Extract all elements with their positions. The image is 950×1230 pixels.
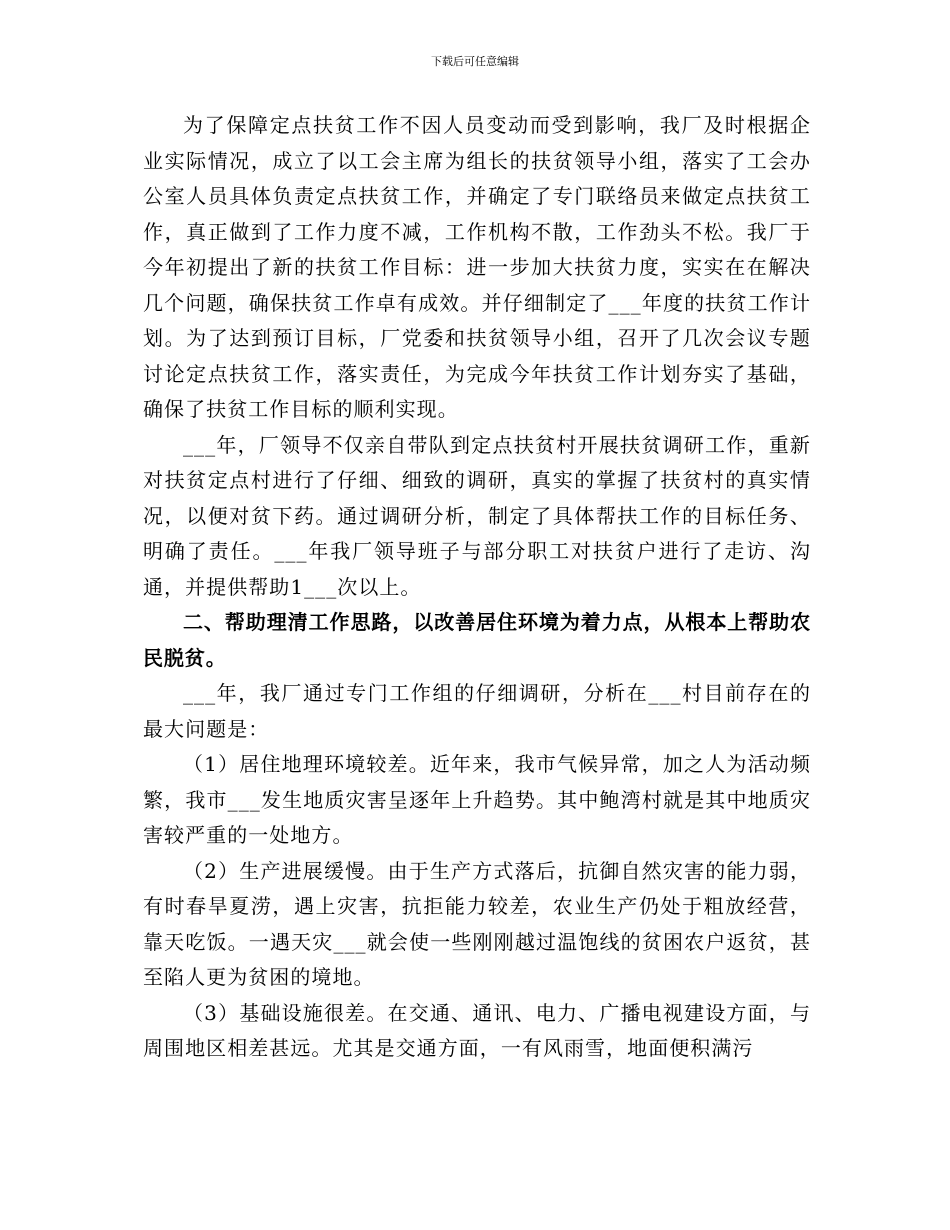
- section-heading-2: 二、帮助理清工作思路，以改善居住环境为着力点，从根本上帮助农民脱贫。: [143, 610, 811, 670]
- paragraph-leadership-group: 为了保障定点扶贫工作不因人员变动而受到影响，我厂及时根据企业实际情况，成立了以工会主席为组长的扶贫领导小组，落实了工会办公室人员具体负责定点扶贫工作，并确定了专门联络员来做定点扶贫工作，真正做到了工作力度不减，工作机构不散，工作劲头不松。我厂于今年初提出了新的扶贫工作目标：进一步加大扶贫力度，实实在在解决几个问题，确保扶贫工作卓有成效。并仔细制定了___年度的扶贫工作计划。为了达到预订目标，厂党委和扶贫领导小组，召开了几次会议专题讨论定点扶贫工作，落实责任，为完成今年扶贫工作计划夯实了基础，确保了扶贫工作目标的顺利实现。: [143, 113, 811, 421]
- paragraph-field-research: ___年，厂领导不仅亲自带队到定点扶贫村开展扶贫调研工作，重新对扶贫定点村进行了仔细、细致的调研，真实的掌握了扶贫村的真实情况，以便对贫下药。通过调研分析，制定了具体帮扶工作的目标任务、明确了责任。___年我厂领导班子与部分职工对扶贫户进行了走访、沟通，并提供帮助1___次以上。: [143, 432, 811, 599]
- document-body: [143, 108, 811, 1067]
- page-header: 下载后可任意编辑: [431, 55, 519, 68]
- paragraph-problem-1: （1）居住地理环境较差。近年来，我市气候异常，加之人为活动频繁，我市___发生地质灾害呈逐年上升趋势。其中鲍湾村就是其中地质灾害较严重的一处地方。: [143, 752, 811, 847]
- paragraph-problem-2: （2）生产进展缓慢。由于生产方式落后，抗御自然灾害的能力弱，有时春旱夏涝，遇上灾害，抗拒能力较差，农业生产仍处于粗放经营，靠天吃饭。一遇天灾___就会使一些刚刚越过温饱线的贫困农户返贫，甚至陷人更为贫困的境地。: [143, 858, 811, 989]
- paragraph-problem-3: （3）基础设施很差。在交通、通讯、电力、广播电视建设方面，与周围地区相差甚远。尤其是交通方面，一有风雨雪，地面便积满污: [143, 1000, 811, 1060]
- paragraph-problem-intro: ___年，我厂通过专门工作组的仔细调研，分析在___村目前存在的最大问题是：: [143, 681, 811, 741]
